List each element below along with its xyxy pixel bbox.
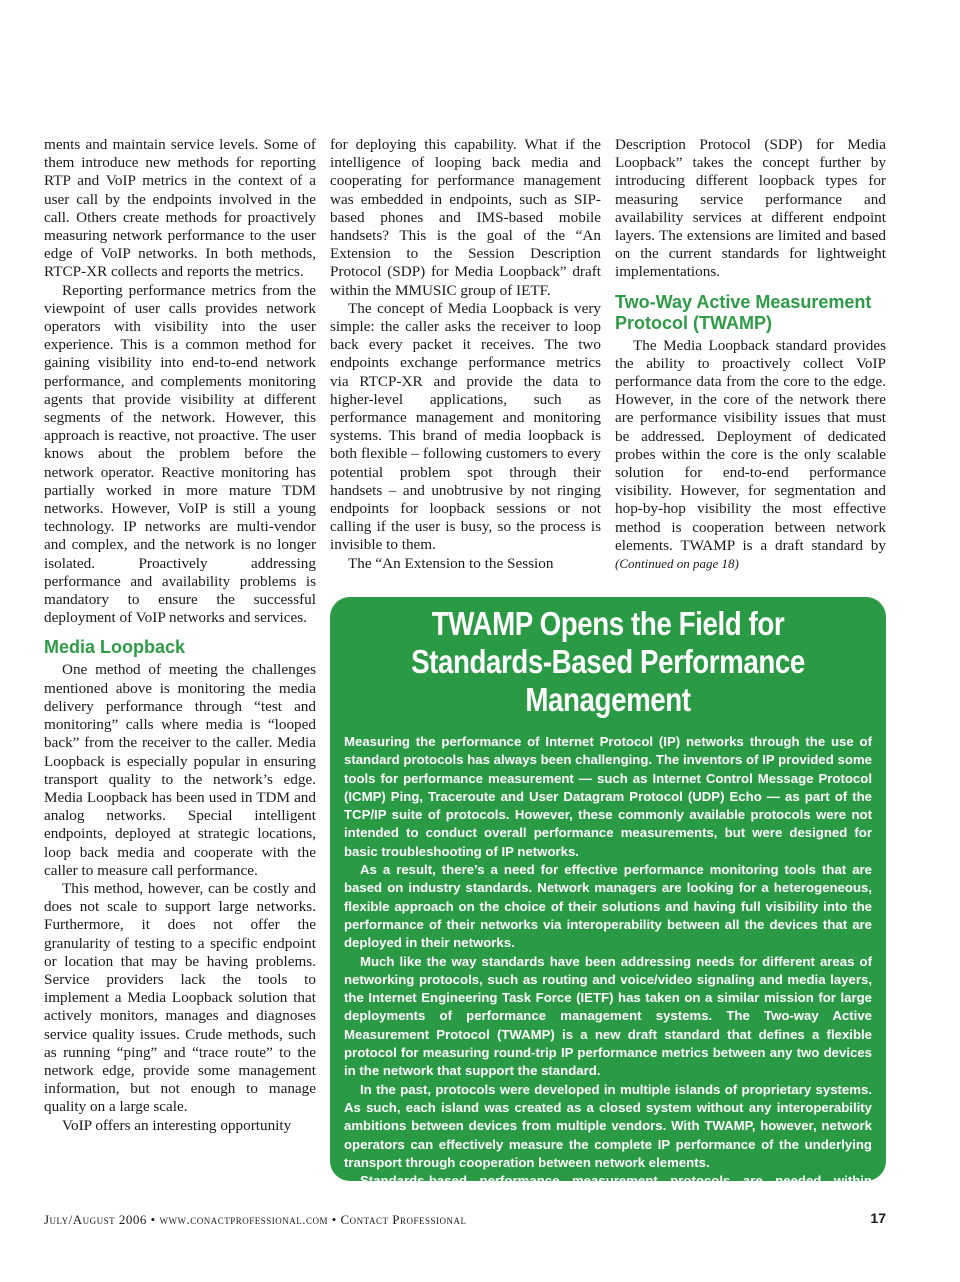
sidebar-paragraph: In the past, protocols were developed in multiple islands of proprietary systems. As such, each island was created as a closed system without any interoperability ambitions between devices from multiple vendors. With TWAMP, however, network operators can effectively measure the complete IP performance of the underlying transport through cooperation between network elements.: [344, 1081, 872, 1170]
page-footer: [44, 1212, 886, 1232]
continued-note: (Continued on page 18): [615, 556, 739, 572]
section-heading-media-loopback: Media Loopback: [44, 637, 186, 658]
section-heading-twamp: Two-Way Active Measurement Protocol (TWAMP): [615, 291, 872, 333]
article-column-1: [44, 136, 316, 1135]
paragraph-text: The Media Loopback standard provides the ability to proactively collect VoIP performance data from the core to the edge. However, in the core of the network there are performance visibility issues that must be addressed. Deployment of dedicated probes within the core is the only scalable solution for end-to-end performance visibility. However, for segmentation and hop-by-hop visibility the most effective method is cooperation between network elements. TWAMP is a draft standard by: [615, 336, 886, 554]
sidebar-paragraph: Much like the way standards have been addressing needs for different areas of networking protocols, such as routing and voice/video signaling and media layers, the Internet Engineering Task Force (IETF) has taken on a similar mission for large deployments of performance management systems. The Two-way Active Measurement Protocol (TWAMP) is a new draft standard that defines a flexible protocol for measuring round-trip IP performance metrics between any two devices in the network that support the standard.: [344, 953, 872, 1079]
paragraph: Description Protocol (SDP) for Media Loopback” takes the concept further by introducing different loopback types for measuring service performance and availability services at different endpoint layers. The extensions are limited and based on the current standards for lightweight implementations.: [615, 136, 886, 281]
sidebar-body: [344, 733, 872, 1282]
page-number: 17: [870, 1210, 886, 1226]
paragraph: This method, however, can be costly and does not scale to support large networks. Furthermore, it does not offer the granularity of testing to a specific endpoint or location that may be having problems. Service providers lack the tools to implement a Media Loopback solution that actively monitors, manages and diagnoses service quality issues. Crude methods, such as running “ping” and “trace route” to the network edge, provide some management information, but not enough to manage quality on a large scale.: [44, 879, 316, 1116]
paragraph: for deploying this capability. What if the intelligence of looping back media and cooperating for performance management was embedded in endpoints, such as SIP-based phones and IMS-based mobile handsets? This is the goal of the “An Extension to the Session Description Protocol (SDP) for Media Loopback” draft within the MMUSIC group of IETF.: [330, 136, 601, 299]
paragraph: The “An Extension to the Session: [348, 554, 554, 572]
paragraph: The concept of Media Loopback is very simple: the caller asks the receiver to loop back every packet it receives. The two endpoints exchange performance metrics via RTCP-XR and provide the data to higher-level applications, such as performance management and monitoring systems. This brand of media loopback is both flexible – following customers to every potential problem spot through their handsets – and unobtrusive by not ringing endpoints for loopback sessions or not calling if the user is busy, so the process is invisible to them.: [330, 299, 601, 554]
paragraph: Reporting performance metrics from the viewpoint of user calls provides network operators with visibility into the user experience. This is a common method for gaining visibility into end-to-end network performance, and complements monitoring agents that provide visibility at different segments of the network. However, this approach is reactive, not proactive. The user knows about the problem before the network operator. Reactive monitoring has partially worked in more mature TDM networks. However, VoIP is still a young technology. IP networks are multi-vendor and complex, and the network is no longer isolated. Proactively addressing performance and availability problems is mandatory to ensure the successful deployment of VoIP networks and services.: [44, 281, 316, 627]
paragraph: One method of meeting the challenges mentioned above is monitoring the media delivery performance through “test and monitoring” calls where media is “looped back” from the receiver to the caller. Media Loopback is especially popular in ensuring transport quality to the network’s edge. Media Loopback has been used in TDM and analog networks. Special intelligent endpoints, deployed at strategic locations, loop back media and cooperate with the caller to measure call performance.: [44, 661, 316, 879]
footer-text: July/August 2006 • www.conactprofessional.com • Contact Professional: [44, 1212, 467, 1227]
sidebar-paragraph: Standards-based performance measurement protocols are needed within networks to create an ecosystem where IP performance metrics are obtained through cooperation between network elements. Through the use and deployment of TWAMP, network operators can avoid the costly deployment of performance management systems with proprietary protocols while effectively measuring the IP performance of their network at all locations.: [344, 1173, 872, 1280]
article-column-2: [330, 136, 601, 573]
paragraph: ments and maintain service levels. Some of them introduce new methods for reporting RTP and VoIP metrics in the context of a user call by the endpoints involved in the call. Others create methods for proactively measuring network performance to the user edge of VoIP networks. In both methods, RTCP-XR collects and reports the metrics.: [44, 136, 316, 281]
sidebar-paragraph: Measuring the performance of Internet Protocol (IP) networks through the use of standard protocols has always been challenging. The inventors of IP provided some tools for performance measurement — such as Internet Control Message Protocol (ICMP) Ping, Traceroute and User Datagram Protocol (UDP) Echo — as part of the TCP/IP suite of protocols. However, these commonly available protocols were not intended to conduct overall performance measurements, but were designed for basic troubleshooting of IP networks.: [344, 734, 872, 859]
paragraph: [615, 337, 886, 574]
article-column-3: [615, 136, 886, 573]
sidebar-paragraph: As a result, there’s a need for effective performance monitoring tools that are based on industry standards. Network managers are looking for a heterogeneous, flexible approach on the choice of their solutions and having full visibility into the performance of their networks via interoperability between all the devices that are deployed in their networks.: [344, 862, 872, 951]
sidebar-title: TWAMP Opens the Field for Standards-Based Performance Management: [411, 605, 805, 718]
paragraph: VoIP offers an interesting opportunity: [62, 1116, 292, 1134]
